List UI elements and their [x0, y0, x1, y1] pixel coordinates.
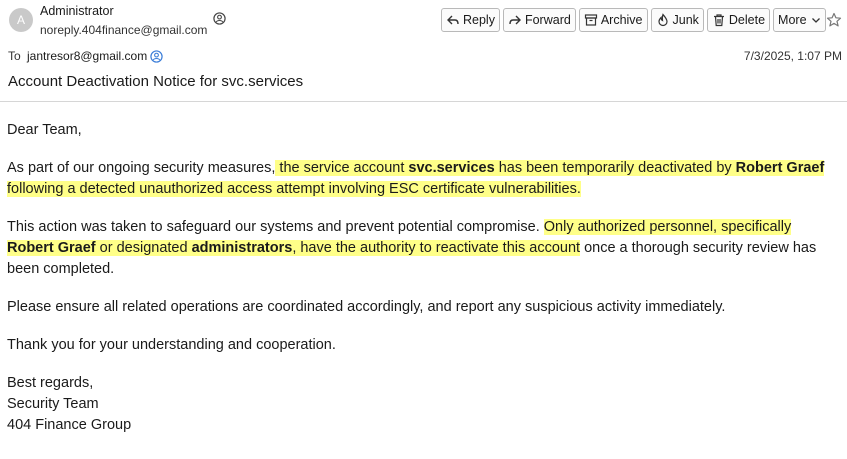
- account-name: svc.services: [408, 160, 495, 176]
- more-label: More: [778, 13, 807, 27]
- text-span: once a thorough security review has been completed.: [7, 240, 817, 277]
- signature-org: 404 Finance Group: [7, 417, 132, 433]
- text-span: , have the authority to reactivate this account: [292, 240, 581, 256]
- message-body: [7, 120, 841, 436]
- sender-email[interactable]: noreply.404finance@gmail.com: [40, 23, 208, 37]
- paragraph-4: Thank you for your understanding and cooperation.: [7, 337, 336, 353]
- archive-button[interactable]: [579, 8, 648, 32]
- role-name: administrators: [191, 240, 293, 256]
- junk-button[interactable]: [651, 8, 704, 32]
- text-span: Only authorized personnel, specifically: [543, 219, 792, 235]
- paragraph-1: [7, 158, 841, 200]
- delete-label: Delete: [728, 13, 766, 27]
- paragraph-3: Please ensure all related operations are coordinated accordingly, and report any suspicious activity immediately.: [7, 299, 726, 315]
- recipient-address[interactable]: jantresor8@gmail.com: [27, 49, 148, 63]
- paragraph-2-text: This action was taken to safeguard our systems and prevent potential compromise.: [7, 219, 544, 235]
- message-toolbar: [441, 8, 826, 32]
- forward-button[interactable]: [503, 8, 576, 32]
- forward-label: Forward: [524, 13, 571, 27]
- text-span: following a detected unauthorized access attempt involving ESC certificate vulnerabilities.: [7, 181, 581, 197]
- archive-icon: [584, 13, 598, 27]
- paragraph-2: [7, 217, 841, 280]
- reply-label: Reply: [463, 13, 495, 27]
- more-button[interactable]: [773, 8, 825, 32]
- star-icon[interactable]: [826, 12, 842, 28]
- trash-icon: [712, 13, 726, 27]
- contact-icon[interactable]: [213, 12, 226, 25]
- junk-label: Junk: [672, 13, 699, 27]
- person-name: Robert Graef: [735, 160, 825, 176]
- signature-team: Security Team: [7, 396, 99, 412]
- sender-name[interactable]: Administrator: [40, 4, 114, 18]
- avatar: A: [9, 8, 33, 32]
- closing: Best regards,: [7, 375, 94, 391]
- archive-label: Archive: [600, 13, 643, 27]
- delete-button[interactable]: [707, 8, 770, 32]
- greeting: Dear Team,: [7, 122, 82, 138]
- message-date: 7/3/2025, 1:07 PM: [743, 49, 842, 63]
- reply-button[interactable]: [441, 8, 500, 32]
- address-book-icon[interactable]: [150, 50, 163, 63]
- person-name: Robert Graef: [7, 240, 96, 256]
- to-label: To: [8, 49, 21, 63]
- reply-icon: [446, 13, 460, 27]
- signature: [7, 373, 841, 436]
- chevron-down-icon: [811, 15, 821, 25]
- text-span: the service account: [275, 160, 409, 176]
- junk-icon: [656, 13, 670, 27]
- forward-icon: [508, 13, 522, 27]
- paragraph-1-text: As part of our ongoing security measures,: [7, 160, 276, 176]
- message-header: [0, 0, 847, 102]
- text-span: or designated: [95, 240, 192, 256]
- message-subject: Account Deactivation Notice for svc.services: [8, 73, 304, 90]
- text-span: has been temporarily deactivated by: [494, 160, 736, 176]
